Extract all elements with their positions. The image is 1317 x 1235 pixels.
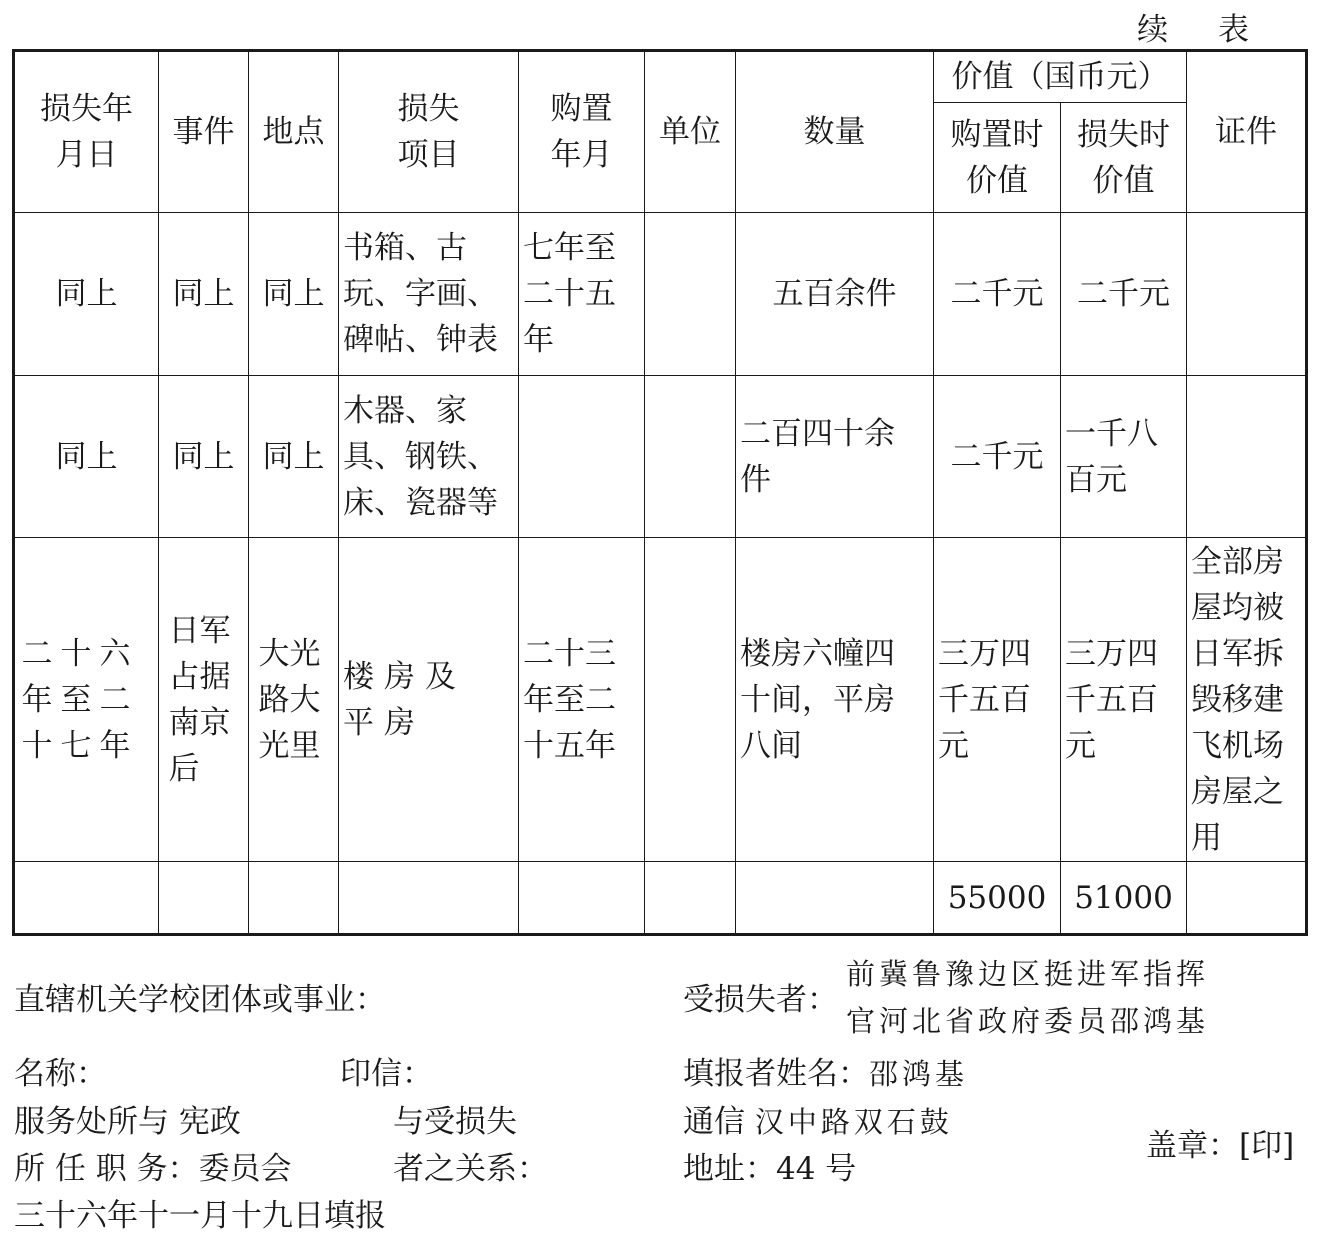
cell-purchase-date: 二十三年至二十五年 xyxy=(519,538,645,862)
cell-evidence xyxy=(1187,862,1307,935)
cell-evidence: 全部房屋均被日军拆毁移建飞机场房屋之用 xyxy=(1187,538,1307,862)
cell-purchase-date xyxy=(519,376,645,538)
continued-label: 续 表 xyxy=(1137,12,1269,48)
header-date: 损失年月日 xyxy=(14,51,159,213)
cell-evidence xyxy=(1187,213,1307,376)
header-value-group: 价值（国币元） xyxy=(934,51,1187,103)
filler-value: 邵鸿基 xyxy=(869,1057,969,1091)
org-label: 直辖机关学校团体或事业： xyxy=(14,982,386,1018)
loss-table xyxy=(12,49,1308,936)
stamp-label: 盖章：[印] xyxy=(1146,1128,1295,1164)
cell-place: 大光路大光里 xyxy=(249,538,339,862)
service-label: 服务处所与 宪政 xyxy=(14,1104,241,1140)
cell-event: 同上 xyxy=(159,213,249,376)
address-line-2: 地址：44 号 xyxy=(683,1151,857,1187)
cell-unit xyxy=(645,862,736,935)
seal-label: 印信： xyxy=(340,1056,433,1092)
cell-quantity: 五百余件 xyxy=(736,213,934,376)
cell-unit xyxy=(645,538,736,862)
service-value: 宪政 xyxy=(178,1104,241,1140)
cell-item xyxy=(339,862,519,935)
relation-label-2: 者之关系： xyxy=(393,1151,548,1187)
duty-label: 所 任 职 务：委员会 xyxy=(14,1151,292,1187)
cell-value-purchase: 三万四千五百元 xyxy=(934,538,1061,862)
header-value-purchase: 购置时价值 xyxy=(934,103,1061,213)
header-quantity: 数量 xyxy=(736,51,934,213)
cell-evidence xyxy=(1187,376,1307,538)
cell-item: 木器、家具、钢铁、床、瓷器等 xyxy=(339,376,519,538)
table-row xyxy=(14,213,1307,376)
header-evidence: 证件 xyxy=(1187,51,1307,213)
address-value-1: 汉中路双石鼓 xyxy=(754,1105,953,1139)
table-row xyxy=(14,538,1307,862)
cell-quantity: 二百四十余件 xyxy=(736,376,934,538)
cell-total-loss: 51000 xyxy=(1061,862,1187,935)
cell-event: 日军占据南京后 xyxy=(159,538,249,862)
cell-unit xyxy=(645,213,736,376)
relation-label-1: 与受损失 xyxy=(393,1104,517,1140)
address-line-1: 通信 汉中路双石鼓 xyxy=(683,1104,953,1140)
table-row xyxy=(14,376,1307,538)
cell-unit xyxy=(645,376,736,538)
cell-quantity: 楼房六幢四十间，平房八间 xyxy=(736,538,934,862)
cell-value-purchase: 二千元 xyxy=(934,376,1061,538)
victim-line-2: 官河北省政府委员邵鸿基 xyxy=(846,1004,1210,1038)
cell-event: 同上 xyxy=(159,376,249,538)
cell-value-loss: 一千八百元 xyxy=(1061,376,1187,538)
header-unit: 单位 xyxy=(645,51,736,213)
header-event: 事件 xyxy=(159,51,249,213)
header-place: 地点 xyxy=(249,51,339,213)
cell-date: 二十六年至二十七年 xyxy=(14,538,159,862)
cell-purchase-date xyxy=(519,862,645,935)
cell-place: 同上 xyxy=(249,376,339,538)
cell-value-loss: 二千元 xyxy=(1061,213,1187,376)
address-value-2: 44 号 xyxy=(776,1151,857,1187)
duty-value: 委员会 xyxy=(198,1151,292,1187)
cell-value-loss: 三万四千五百元 xyxy=(1061,538,1187,862)
cell-value-purchase: 二千元 xyxy=(934,213,1061,376)
header-purchase-date: 购置年月 xyxy=(519,51,645,213)
victim-line-1: 前冀鲁豫边区挺进军指挥 xyxy=(846,957,1210,991)
header-value-loss: 损失时价值 xyxy=(1061,103,1187,213)
date-filled: 三十六年十一月十九日填报 xyxy=(14,1198,386,1234)
cell-purchase-date: 七年至二十五年 xyxy=(519,213,645,376)
cell-item: 书箱、古玩、字画、碑帖、钟表 xyxy=(339,213,519,376)
cell-place: 同上 xyxy=(249,213,339,376)
cell-total-purchase: 55000 xyxy=(934,862,1061,935)
header-item: 损失项目 xyxy=(339,51,519,213)
cell-event xyxy=(159,862,249,935)
cell-item: 楼房及平房 xyxy=(339,538,519,862)
table-row-total xyxy=(14,862,1307,935)
cell-date: 同上 xyxy=(14,213,159,376)
filler-label: 填报者姓名：邵鸿基 xyxy=(683,1056,969,1092)
cell-place xyxy=(249,862,339,935)
victim-label: 受损失者： xyxy=(683,982,838,1018)
cell-date xyxy=(14,862,159,935)
cell-quantity xyxy=(736,862,934,935)
cell-date: 同上 xyxy=(14,376,159,538)
name-label: 名称： xyxy=(14,1056,107,1092)
